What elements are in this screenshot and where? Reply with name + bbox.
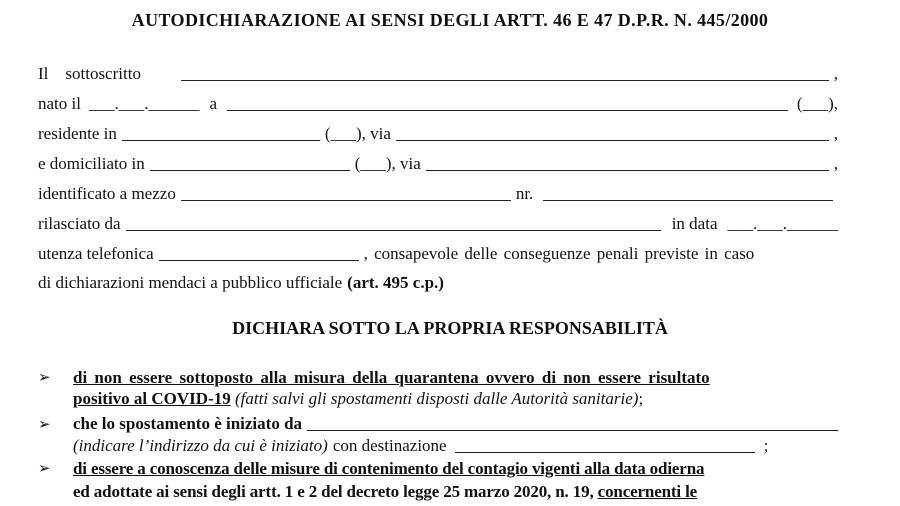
bullet2-italic: (indicare l’indirizzo da cui è iniziato)	[73, 436, 328, 455]
punct: ;	[763, 436, 769, 455]
document-title: AUTODICHIARAZIONE AI SENSI DEGLI ARTT. 46 E 47 D.P.R. N. 445/2000	[131, 10, 769, 30]
line-sottoscritto	[38, 62, 838, 84]
field-domicile-city[interactable]	[150, 154, 350, 171]
bullet2-destinazione: con destinazione	[332, 436, 447, 455]
bullet3-text: ed adottate ai sensi degli artt. 1 e 2 del decreto legge 25 marzo 2020, n. 19,	[73, 482, 594, 501]
field-domicile-street[interactable]	[426, 154, 829, 171]
line-utenza	[38, 242, 838, 264]
line-mendaci	[38, 271, 838, 293]
bullet3-line2	[38, 482, 838, 504]
bullet2-line1: che lo spostamento è iniziato da	[73, 414, 303, 433]
comma: ,	[833, 64, 838, 83]
field-residence-city[interactable]	[122, 124, 320, 141]
bullet-spostamento	[38, 412, 838, 434]
label-utenza: utenza telefonica	[38, 244, 154, 263]
label-sottoscritto: Il sottoscritto	[38, 64, 141, 83]
bullet1-line2	[38, 389, 838, 411]
bullet-quarantena	[38, 368, 838, 390]
punct: ;	[638, 389, 644, 408]
label-a: a	[209, 94, 218, 113]
line-residente	[38, 122, 838, 144]
field-id-number[interactable]	[543, 184, 833, 201]
arrow-bullet-icon: ➢	[38, 461, 51, 477]
arrow-bullet-icon: ➢	[38, 417, 51, 433]
label-residente: residente in	[38, 124, 117, 143]
bullet-conoscenza	[38, 459, 838, 481]
bullet1-covid: positivo al COVID-19	[73, 389, 231, 408]
field-origin-address[interactable]	[307, 414, 838, 431]
label-nato-il: nato il	[38, 94, 81, 113]
section-title: DICHIARA SOTTO LA PROPRIA RESPONSABILITÀ	[232, 318, 668, 338]
field-phone[interactable]	[159, 244, 359, 261]
text-consapevole: , consapevole delle conseguenze penali previste in caso	[363, 244, 755, 263]
field-id-document[interactable]	[181, 184, 511, 201]
field-birth-place[interactable]	[227, 94, 788, 111]
text-art495: (art. 495 c.p.)	[347, 273, 444, 292]
line-rilasciato	[38, 212, 838, 234]
text-mendaci: di dichiarazioni mendaci a pubblico ufficiale	[38, 273, 343, 292]
arrow-bullet-icon: ➢	[38, 370, 51, 386]
field-issued-by[interactable]	[126, 214, 661, 231]
label-domiciliato: e domiciliato in	[38, 154, 145, 173]
field-birth-prov[interactable]: (___),	[796, 94, 838, 113]
label-identificato: identificato a mezzo	[38, 184, 176, 203]
comma: ,	[833, 154, 838, 173]
line-domiciliato	[38, 152, 838, 174]
field-residence-street[interactable]	[396, 124, 829, 141]
bullet1-italic: (fatti salvi gli spostamenti disposti dalle Autorità sanitarie)	[234, 389, 639, 408]
line-identificato	[38, 182, 838, 204]
comma: ,	[833, 124, 838, 143]
bullet2-line2	[38, 434, 838, 456]
bullet1-line1: di non essere sottoposto alla misura della quarantena ovvero di non essere risultato	[73, 368, 710, 387]
field-residence-prov[interactable]: (___), via	[324, 124, 391, 143]
label-nr: nr.	[515, 184, 534, 203]
label-rilasciato: rilasciato da	[38, 214, 121, 233]
field-issue-date[interactable]: ___.___.______	[727, 214, 838, 233]
field-domicile-prov[interactable]: (___), via	[354, 154, 421, 173]
field-birth-date[interactable]: ___.___.______	[88, 94, 200, 113]
field-destination[interactable]	[455, 436, 755, 453]
line-nato	[38, 92, 838, 114]
label-in-data: in data	[671, 214, 718, 233]
bullet3-underlined: concernenti le	[597, 482, 698, 501]
bullet3-line1: di essere a conoscenza delle misure di contenimento del contagio vigenti alla data odierna	[73, 459, 705, 478]
field-name[interactable]	[181, 64, 829, 81]
